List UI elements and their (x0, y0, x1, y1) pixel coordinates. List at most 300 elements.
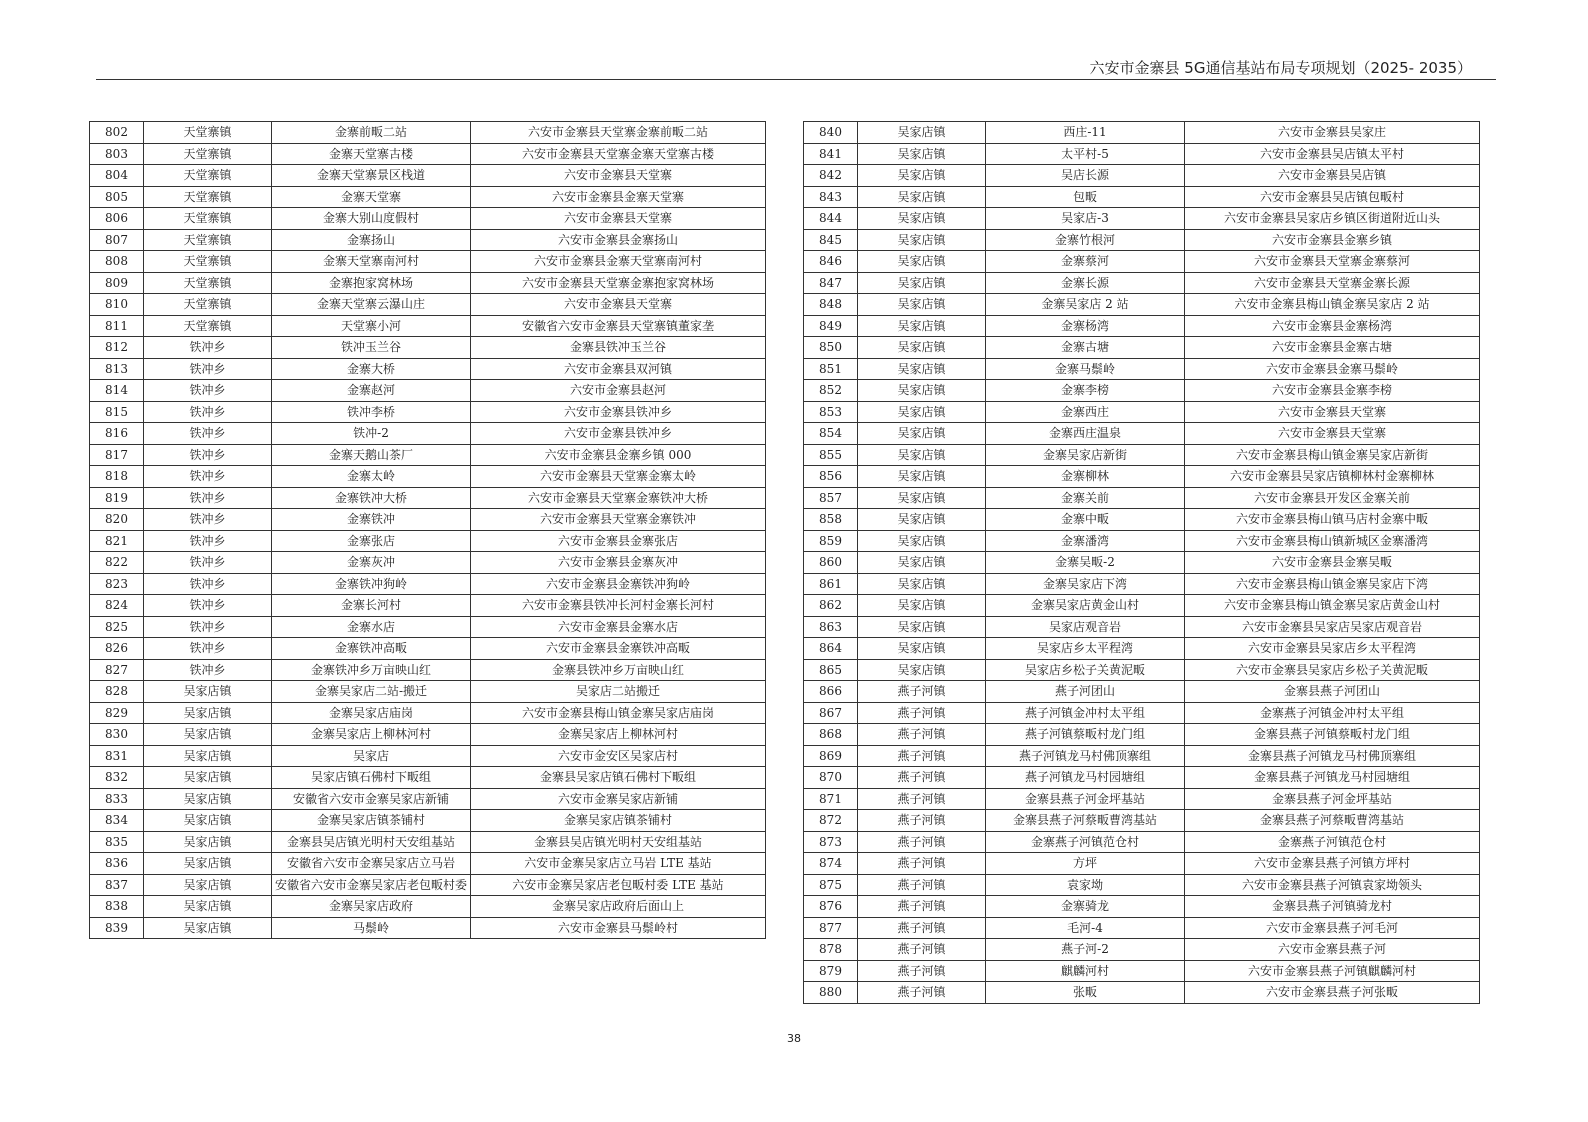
document-title: 六安市金寨县 5G通信基站布局专项规划（2025- 2035） (1089, 59, 1472, 77)
site-name-cell: 金寨县燕子河金坪基站 (986, 788, 1185, 810)
site-number-cell: 845 (804, 229, 858, 251)
site-number-cell: 859 (804, 530, 858, 552)
site-number-cell: 809 (90, 272, 144, 294)
table-row (804, 638, 1480, 660)
site-number-cell: 822 (90, 552, 144, 574)
site-name-cell: 吴家店观音岩 (986, 616, 1185, 638)
site-address-cell: 六安市金寨县燕子河镇方坪村 (1185, 853, 1480, 875)
table-row (804, 466, 1480, 488)
table-row (90, 896, 766, 918)
site-address-cell: 金寨县吴家店镇石佛村下畈组 (471, 767, 766, 789)
site-number-cell: 833 (90, 788, 144, 810)
site-number-cell: 826 (90, 638, 144, 660)
site-number-cell: 838 (90, 896, 144, 918)
table-row (804, 939, 1480, 961)
site-number-cell: 849 (804, 315, 858, 337)
township-cell: 吴家店镇 (858, 466, 986, 488)
site-name-cell: 太平村-5 (986, 143, 1185, 165)
township-cell: 铁冲乡 (144, 337, 272, 359)
site-address-cell: 金寨吴家店上柳林河村 (471, 724, 766, 746)
site-address-cell: 六安市金寨县金寨古塘 (1185, 337, 1480, 359)
township-cell: 吴家店镇 (144, 681, 272, 703)
site-number-cell: 865 (804, 659, 858, 681)
site-name-cell: 金寨铁冲 (272, 509, 471, 531)
township-cell: 铁冲乡 (144, 423, 272, 445)
township-cell: 燕子河镇 (858, 810, 986, 832)
site-name-cell: 金寨蔡河 (986, 251, 1185, 273)
site-address-cell: 六安市金寨县吴家店乡太平程湾 (1185, 638, 1480, 660)
township-cell: 铁冲乡 (144, 401, 272, 423)
site-address-cell: 金寨县铁冲乡万亩映山红 (471, 659, 766, 681)
site-number-cell: 874 (804, 853, 858, 875)
table-row (90, 724, 766, 746)
site-number-cell: 876 (804, 896, 858, 918)
site-address-cell: 六安市金寨县吴家店乡松子关黄泥畈 (1185, 659, 1480, 681)
site-address-cell: 金寨县吴店镇光明村天安组基站 (471, 831, 766, 853)
site-name-cell: 吴家店 (272, 745, 471, 767)
site-address-cell: 六安市金寨县金寨天堂寨南河村 (471, 251, 766, 273)
township-cell: 吴家店镇 (858, 423, 986, 445)
township-cell: 燕子河镇 (858, 831, 986, 853)
right-site-table (803, 121, 1480, 1004)
township-cell: 铁冲乡 (144, 358, 272, 380)
township-cell: 吴家店镇 (858, 165, 986, 187)
site-name-cell: 金寨吴家店上柳林河村 (272, 724, 471, 746)
site-number-cell: 831 (90, 745, 144, 767)
site-address-cell: 六安市金寨县金寨乡镇 000 (471, 444, 766, 466)
site-number-cell: 828 (90, 681, 144, 703)
site-number-cell: 880 (804, 982, 858, 1004)
site-number-cell: 862 (804, 595, 858, 617)
site-number-cell: 813 (90, 358, 144, 380)
site-address-cell: 六安市金寨县天堂寨 (471, 294, 766, 316)
site-name-cell: 金寨天鹅山茶厂 (272, 444, 471, 466)
township-cell: 铁冲乡 (144, 444, 272, 466)
table-row (804, 530, 1480, 552)
site-number-cell: 829 (90, 702, 144, 724)
site-number-cell: 855 (804, 444, 858, 466)
site-address-cell: 金寨县燕子河镇骑龙村 (1185, 896, 1480, 918)
township-cell: 燕子河镇 (858, 982, 986, 1004)
township-cell: 天堂寨镇 (144, 165, 272, 187)
township-cell: 吴家店镇 (858, 616, 986, 638)
site-address-cell: 六安市金寨县天堂寨 (1185, 423, 1480, 445)
site-number-cell: 850 (804, 337, 858, 359)
site-address-cell: 六安市金寨县金寨马鬃岭 (1185, 358, 1480, 380)
site-address-cell: 六安市金寨县天堂寨 (1185, 401, 1480, 423)
township-cell: 吴家店镇 (144, 788, 272, 810)
site-name-cell: 金寨吴家店新街 (986, 444, 1185, 466)
site-name-cell: 吴家店乡太平程湾 (986, 638, 1185, 660)
table-row (90, 444, 766, 466)
site-name-cell: 金寨骑龙 (986, 896, 1185, 918)
site-name-cell: 金寨前畈二站 (272, 122, 471, 144)
township-cell: 燕子河镇 (858, 724, 986, 746)
table-row (90, 487, 766, 509)
site-name-cell: 方坪 (986, 853, 1185, 875)
township-cell: 天堂寨镇 (144, 143, 272, 165)
site-number-cell: 843 (804, 186, 858, 208)
site-number-cell: 846 (804, 251, 858, 273)
table-row (90, 573, 766, 595)
township-cell: 铁冲乡 (144, 616, 272, 638)
site-address-cell: 六安市金寨县金寨扬山 (471, 229, 766, 251)
site-address-cell: 金寨县燕子河镇蔡畈村龙门组 (1185, 724, 1480, 746)
site-number-cell: 858 (804, 509, 858, 531)
site-number-cell: 837 (90, 874, 144, 896)
site-name-cell: 金寨大桥 (272, 358, 471, 380)
township-cell: 吴家店镇 (144, 767, 272, 789)
site-number-cell: 854 (804, 423, 858, 445)
township-cell: 燕子河镇 (858, 788, 986, 810)
table-row (90, 595, 766, 617)
table-row (90, 143, 766, 165)
site-name-cell: 吴家店乡松子关黄泥畈 (986, 659, 1185, 681)
site-address-cell: 六安市金寨县天堂寨金寨蔡河 (1185, 251, 1480, 273)
township-cell: 燕子河镇 (858, 702, 986, 724)
site-name-cell: 金寨杨湾 (986, 315, 1185, 337)
site-name-cell: 金寨古塘 (986, 337, 1185, 359)
township-cell: 燕子河镇 (858, 939, 986, 961)
table-row (804, 810, 1480, 832)
site-name-cell: 金寨关前 (986, 487, 1185, 509)
site-number-cell: 866 (804, 681, 858, 703)
site-address-cell: 六安市金寨县吴店镇 (1185, 165, 1480, 187)
site-number-cell: 803 (90, 143, 144, 165)
table-row (804, 294, 1480, 316)
site-address-cell: 六安市金寨县梅山镇金寨吴家店 2 站 (1185, 294, 1480, 316)
site-address-cell: 六安市金寨县开发区金寨关前 (1185, 487, 1480, 509)
site-name-cell: 燕子河镇蔡畈村龙门组 (986, 724, 1185, 746)
site-address-cell: 六安市金寨县天堂寨金寨铁冲大桥 (471, 487, 766, 509)
table-row (804, 315, 1480, 337)
table-row (90, 659, 766, 681)
township-cell: 燕子河镇 (858, 745, 986, 767)
table-row (804, 595, 1480, 617)
table-row (804, 982, 1480, 1004)
township-cell: 天堂寨镇 (144, 208, 272, 230)
site-address-cell: 六安市金寨县梅山镇金寨吴家店黄金山村 (1185, 595, 1480, 617)
site-address-cell: 六安市金寨县天堂寨金寨天堂寨古楼 (471, 143, 766, 165)
site-name-cell: 金寨扬山 (272, 229, 471, 251)
site-number-cell: 875 (804, 874, 858, 896)
table-row (90, 917, 766, 939)
table-row (90, 530, 766, 552)
site-address-cell: 六安市金寨县梅山镇马店村金寨中畈 (1185, 509, 1480, 531)
table-row (90, 853, 766, 875)
site-address-cell: 六安市金寨县铁冲乡 (471, 423, 766, 445)
site-address-cell: 六安市金寨县吴家庄 (1185, 122, 1480, 144)
township-cell: 天堂寨镇 (144, 229, 272, 251)
site-name-cell: 金寨天堂寨古楼 (272, 143, 471, 165)
table-row (90, 767, 766, 789)
site-address-cell: 金寨吴家店政府后面山上 (471, 896, 766, 918)
site-address-cell: 六安市金寨县天堂寨 (471, 208, 766, 230)
table-row (804, 917, 1480, 939)
table-row (90, 874, 766, 896)
township-cell: 吴家店镇 (858, 229, 986, 251)
township-cell: 吴家店镇 (858, 143, 986, 165)
township-cell: 天堂寨镇 (144, 315, 272, 337)
site-name-cell: 金寨吴家店下湾 (986, 573, 1185, 595)
site-number-cell: 878 (804, 939, 858, 961)
site-address-cell: 六安市金寨县天堂寨金寨铁冲 (471, 509, 766, 531)
site-number-cell: 818 (90, 466, 144, 488)
site-number-cell: 839 (90, 917, 144, 939)
township-cell: 吴家店镇 (144, 917, 272, 939)
site-number-cell: 806 (90, 208, 144, 230)
site-number-cell: 852 (804, 380, 858, 402)
site-name-cell: 金寨吴家店二站-搬迁 (272, 681, 471, 703)
table-row (804, 724, 1480, 746)
township-cell: 吴家店镇 (144, 874, 272, 896)
site-name-cell: 金寨吴家店黄金山村 (986, 595, 1185, 617)
site-name-cell: 金寨吴家店庙岗 (272, 702, 471, 724)
site-number-cell: 804 (90, 165, 144, 187)
site-number-cell: 823 (90, 573, 144, 595)
site-number-cell: 835 (90, 831, 144, 853)
site-name-cell: 金寨长源 (986, 272, 1185, 294)
township-cell: 吴家店镇 (858, 337, 986, 359)
table-row (804, 960, 1480, 982)
site-name-cell: 金寨西庄 (986, 401, 1185, 423)
site-address-cell: 金寨燕子河镇范仓村 (1185, 831, 1480, 853)
site-number-cell: 827 (90, 659, 144, 681)
site-address-cell: 六安市金寨县赵河 (471, 380, 766, 402)
township-cell: 吴家店镇 (858, 659, 986, 681)
site-name-cell: 西庄-11 (986, 122, 1185, 144)
township-cell: 吴家店镇 (858, 208, 986, 230)
table-row (90, 315, 766, 337)
site-name-cell: 吴店长源 (986, 165, 1185, 187)
table-row (90, 788, 766, 810)
table-row (804, 143, 1480, 165)
site-address-cell: 六安市金寨县金寨铁冲高畈 (471, 638, 766, 660)
township-cell: 吴家店镇 (144, 831, 272, 853)
township-cell: 吴家店镇 (144, 745, 272, 767)
township-cell: 吴家店镇 (858, 401, 986, 423)
site-name-cell: 安徽省六安市金寨吴家店立马岩 (272, 853, 471, 875)
site-number-cell: 814 (90, 380, 144, 402)
site-address-cell: 金寨县铁冲玉兰谷 (471, 337, 766, 359)
table-row (804, 831, 1480, 853)
township-cell: 吴家店镇 (858, 638, 986, 660)
site-name-cell: 金寨李榜 (986, 380, 1185, 402)
table-row (90, 810, 766, 832)
site-number-cell: 844 (804, 208, 858, 230)
township-cell: 铁冲乡 (144, 659, 272, 681)
table-row (804, 423, 1480, 445)
site-number-cell: 810 (90, 294, 144, 316)
site-address-cell: 金寨县燕子河团山 (1185, 681, 1480, 703)
site-number-cell: 853 (804, 401, 858, 423)
table-row (90, 638, 766, 660)
site-number-cell: 864 (804, 638, 858, 660)
table-row (804, 251, 1480, 273)
table-row (804, 186, 1480, 208)
table-row (804, 767, 1480, 789)
table-row (90, 552, 766, 574)
site-name-cell: 安徽省六安市金寨吴家店老包畈村委 (272, 874, 471, 896)
site-number-cell: 842 (804, 165, 858, 187)
township-cell: 燕子河镇 (858, 681, 986, 703)
site-number-cell: 861 (804, 573, 858, 595)
township-cell: 吴家店镇 (858, 487, 986, 509)
site-name-cell: 金寨柳林 (986, 466, 1185, 488)
township-cell: 吴家店镇 (858, 444, 986, 466)
table-row (90, 294, 766, 316)
site-name-cell: 包畈 (986, 186, 1185, 208)
township-cell: 吴家店镇 (858, 186, 986, 208)
site-address-cell: 六安市金寨县金寨水店 (471, 616, 766, 638)
site-number-cell: 816 (90, 423, 144, 445)
site-name-cell: 金寨吴畈-2 (986, 552, 1185, 574)
table-row (90, 229, 766, 251)
table-row (804, 444, 1480, 466)
site-name-cell: 金寨燕子河镇范仓村 (986, 831, 1185, 853)
site-address-cell: 六安市金寨县燕子河张畈 (1185, 982, 1480, 1004)
site-number-cell: 871 (804, 788, 858, 810)
table-row (90, 616, 766, 638)
township-cell: 铁冲乡 (144, 487, 272, 509)
site-name-cell: 张畈 (986, 982, 1185, 1004)
township-cell: 铁冲乡 (144, 595, 272, 617)
township-cell: 天堂寨镇 (144, 294, 272, 316)
site-address-cell: 金寨县燕子河镇龙马村佛顶寨组 (1185, 745, 1480, 767)
site-name-cell: 金寨县吴店镇光明村天安组基站 (272, 831, 471, 853)
site-name-cell: 金寨中畈 (986, 509, 1185, 531)
site-address-cell: 六安市金寨县金寨铁冲狗岭 (471, 573, 766, 595)
site-address-cell: 六安市金寨县天堂寨金寨太岭 (471, 466, 766, 488)
site-name-cell: 金寨西庄温泉 (986, 423, 1185, 445)
township-cell: 铁冲乡 (144, 552, 272, 574)
site-address-cell: 六安市金寨县梅山镇新城区金寨潘湾 (1185, 530, 1480, 552)
site-address-cell: 六安市金寨县金寨张店 (471, 530, 766, 552)
township-cell: 天堂寨镇 (144, 272, 272, 294)
table-row (90, 186, 766, 208)
township-cell: 吴家店镇 (858, 595, 986, 617)
table-row (804, 337, 1480, 359)
site-address-cell: 六安市金寨县双河镇 (471, 358, 766, 380)
site-name-cell: 金寨竹根河 (986, 229, 1185, 251)
township-cell: 吴家店镇 (858, 294, 986, 316)
site-name-cell: 天堂寨小河 (272, 315, 471, 337)
table-row (804, 552, 1480, 574)
site-name-cell: 金寨天堂寨云瀑山庄 (272, 294, 471, 316)
township-cell: 燕子河镇 (858, 960, 986, 982)
table-row (804, 874, 1480, 896)
site-name-cell: 金寨吴家店政府 (272, 896, 471, 918)
site-address-cell: 六安市金寨吴家店老包畈村委 LTE 基站 (471, 874, 766, 896)
site-address-cell: 六安市金寨县燕子河镇袁家坳领头 (1185, 874, 1480, 896)
site-name-cell: 袁家坳 (986, 874, 1185, 896)
table-row (804, 616, 1480, 638)
site-number-cell: 820 (90, 509, 144, 531)
site-number-cell: 841 (804, 143, 858, 165)
site-name-cell: 麒麟河村 (986, 960, 1185, 982)
site-name-cell: 马鬃岭 (272, 917, 471, 939)
site-number-cell: 817 (90, 444, 144, 466)
site-address-cell: 六安市金寨县天堂寨金寨前畈二站 (471, 122, 766, 144)
township-cell: 吴家店镇 (858, 530, 986, 552)
site-number-cell: 832 (90, 767, 144, 789)
table-row (804, 487, 1480, 509)
site-address-cell: 六安市金寨县燕子河 (1185, 939, 1480, 961)
township-cell: 铁冲乡 (144, 573, 272, 595)
table-row (804, 208, 1480, 230)
table-row (90, 401, 766, 423)
site-number-cell: 857 (804, 487, 858, 509)
site-address-cell: 金寨县燕子河金坪基站 (1185, 788, 1480, 810)
site-number-cell: 851 (804, 358, 858, 380)
site-address-cell: 六安市金寨县天堂寨金寨长源 (1185, 272, 1480, 294)
site-address-cell: 六安市金寨县吴家店镇柳林村金寨柳林 (1185, 466, 1480, 488)
table-row (804, 702, 1480, 724)
site-number-cell: 805 (90, 186, 144, 208)
table-row (804, 358, 1480, 380)
site-address-cell: 六安市金寨县铁冲乡 (471, 401, 766, 423)
site-address-cell: 六安市金寨县吴家店吴家店观音岩 (1185, 616, 1480, 638)
site-name-cell: 金寨水店 (272, 616, 471, 638)
site-name-cell: 金寨潘湾 (986, 530, 1185, 552)
table-row (804, 122, 1480, 144)
site-name-cell: 金寨县燕子河蔡畈曹湾基站 (986, 810, 1185, 832)
site-name-cell: 金寨铁冲大桥 (272, 487, 471, 509)
township-cell: 吴家店镇 (144, 724, 272, 746)
table-row (804, 229, 1480, 251)
township-cell: 铁冲乡 (144, 509, 272, 531)
site-name-cell: 燕子河镇龙马村园塘组 (986, 767, 1185, 789)
site-name-cell: 铁冲-2 (272, 423, 471, 445)
township-cell: 吴家店镇 (858, 573, 986, 595)
site-number-cell: 825 (90, 616, 144, 638)
township-cell: 燕子河镇 (858, 767, 986, 789)
site-address-cell: 六安市金安区吴家店村 (471, 745, 766, 767)
site-number-cell: 815 (90, 401, 144, 423)
site-name-cell: 燕子河镇金冲村太平组 (986, 702, 1185, 724)
site-address-cell: 六安市金寨县燕子河毛河 (1185, 917, 1480, 939)
township-cell: 吴家店镇 (858, 552, 986, 574)
site-address-cell: 六安市金寨县铁冲长河村金寨长河村 (471, 595, 766, 617)
table-row (804, 681, 1480, 703)
site-address-cell: 六安市金寨吴家店新铺 (471, 788, 766, 810)
site-address-cell: 金寨吴家店镇茶铺村 (471, 810, 766, 832)
table-row (90, 681, 766, 703)
table-row (90, 702, 766, 724)
site-number-cell: 863 (804, 616, 858, 638)
table-row (804, 573, 1480, 595)
site-address-cell: 六安市金寨县梅山镇金寨吴家店庙岗 (471, 702, 766, 724)
table-row (90, 272, 766, 294)
site-number-cell: 868 (804, 724, 858, 746)
site-number-cell: 834 (90, 810, 144, 832)
site-number-cell: 807 (90, 229, 144, 251)
site-address-cell: 六安市金寨县燕子河镇麒麟河村 (1185, 960, 1480, 982)
site-number-cell: 812 (90, 337, 144, 359)
header-divider (96, 79, 1496, 80)
site-name-cell: 金寨吴家店 2 站 (986, 294, 1185, 316)
site-number-cell: 836 (90, 853, 144, 875)
site-name-cell: 燕子河镇龙马村佛顶寨组 (986, 745, 1185, 767)
table-row (90, 208, 766, 230)
site-address-cell: 六安市金寨县吴店镇包畈村 (1185, 186, 1480, 208)
site-address-cell: 六安市金寨县金寨乡镇 (1185, 229, 1480, 251)
site-address-cell: 安徽省六安市金寨县天堂寨镇董家垄 (471, 315, 766, 337)
township-cell: 吴家店镇 (858, 251, 986, 273)
township-cell: 铁冲乡 (144, 530, 272, 552)
township-cell: 燕子河镇 (858, 853, 986, 875)
township-cell: 天堂寨镇 (144, 186, 272, 208)
